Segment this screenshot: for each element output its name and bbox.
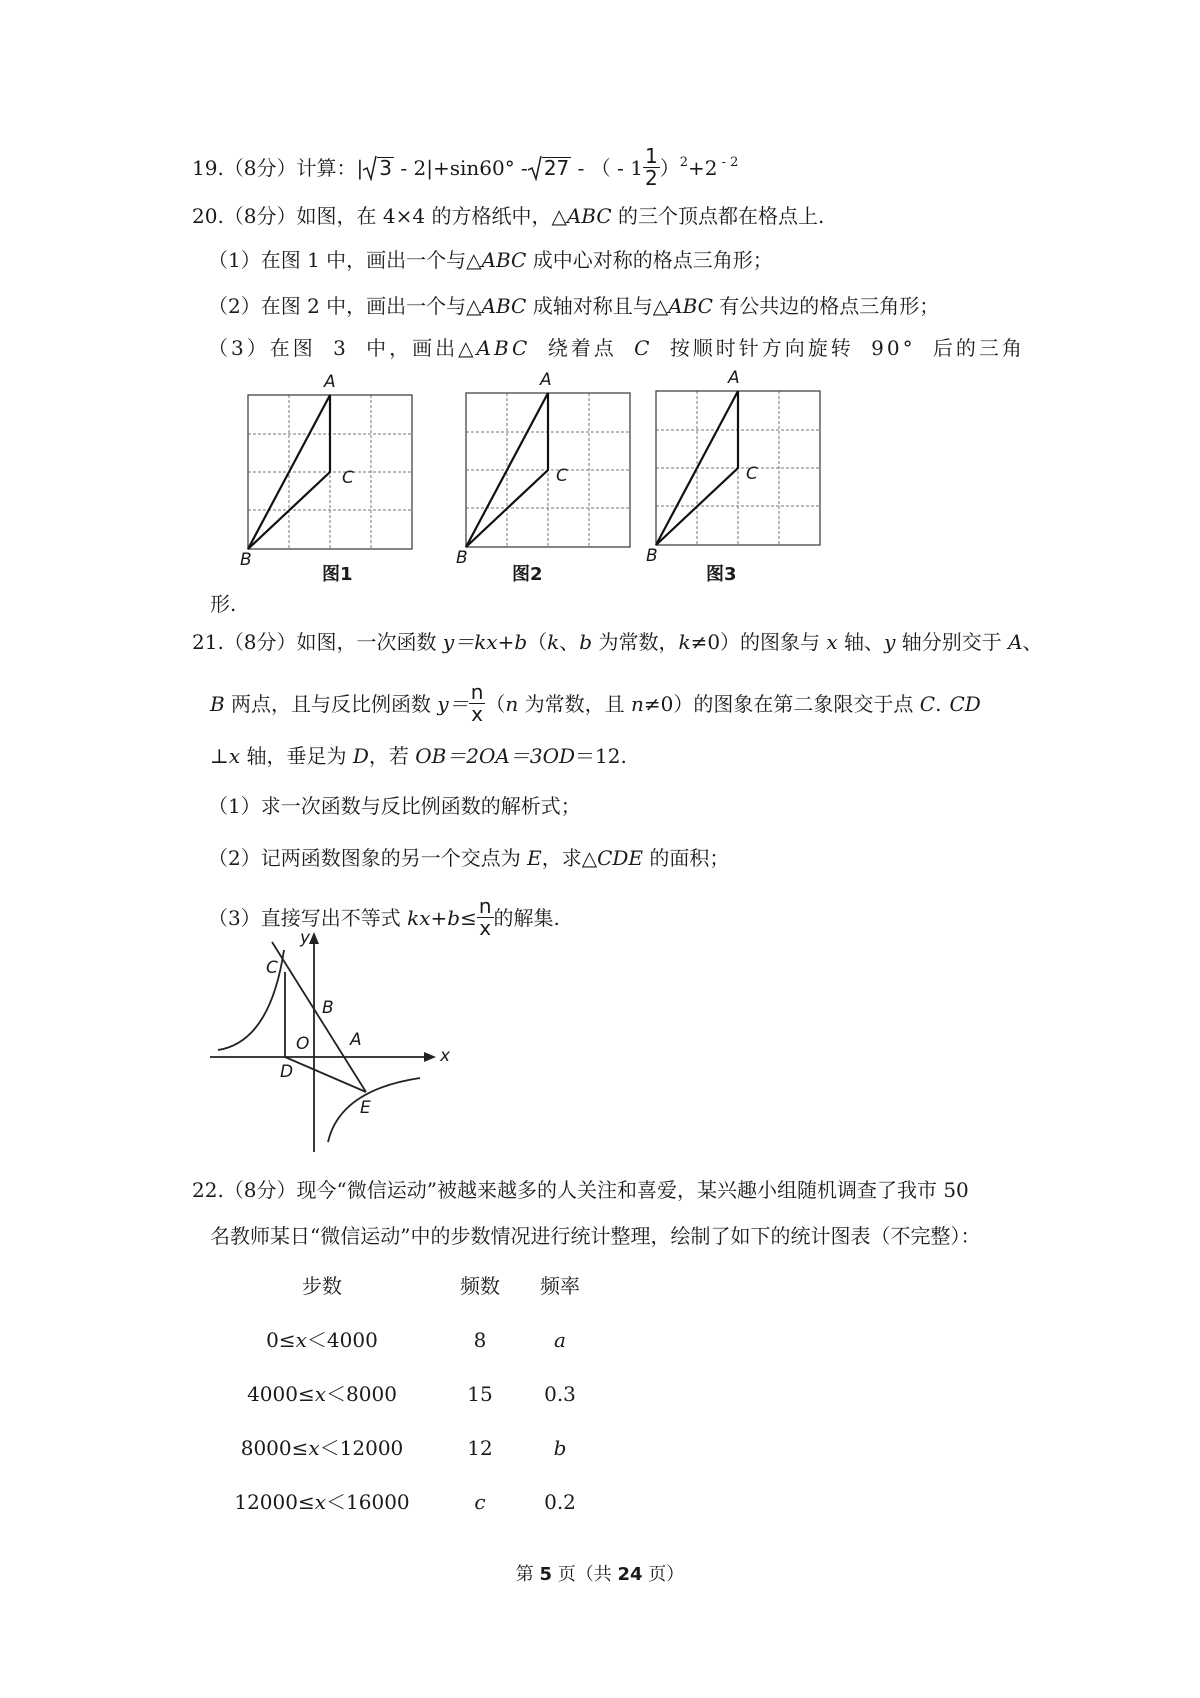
text: 页（共 xyxy=(552,1564,618,1585)
q19-rest2: ） xyxy=(659,156,680,180)
table-cell-freq: 8 xyxy=(473,1328,487,1352)
graph-label-B: B xyxy=(322,998,334,1018)
table-header-rate: 频率 xyxy=(540,1274,580,1298)
text: 页） xyxy=(642,1564,685,1585)
var: A xyxy=(1008,630,1023,654)
text: 两点，且与反比例函数 xyxy=(224,692,438,716)
q21-line3 xyxy=(210,746,627,766)
fig1-label-B: B xyxy=(240,550,252,570)
var: E xyxy=(527,846,542,870)
fig2-label-A: A xyxy=(540,370,552,390)
grid-figure-2 xyxy=(458,388,636,568)
text: 4000≤ xyxy=(247,1382,315,1406)
grid-figure-3 xyxy=(648,386,828,566)
var: y xyxy=(884,630,896,654)
text: （3）直接写出不等式 xyxy=(208,906,408,930)
var: C xyxy=(919,692,936,716)
fig1-caption: 图1 xyxy=(322,564,353,585)
text: ＜8000 xyxy=(326,1382,397,1406)
text: ≠0）的图象与 xyxy=(690,630,827,654)
var: k xyxy=(547,630,560,654)
exponent: 2 xyxy=(679,155,688,170)
fraction-denominator: 2 xyxy=(644,166,658,190)
equation: y＝kx+b xyxy=(442,630,528,654)
text: ＜16000 xyxy=(326,1490,410,1514)
table-cell-rate: a xyxy=(554,1328,566,1352)
var: CD xyxy=(949,692,981,716)
q20-part1 xyxy=(208,250,773,270)
text: 12000≤ xyxy=(234,1490,315,1514)
table-cell-freq: c xyxy=(474,1490,486,1514)
graph-label-O: O xyxy=(296,1034,310,1054)
fraction-n-over-x xyxy=(469,682,486,725)
radical-sign-icon xyxy=(363,155,377,181)
radical-sign-icon xyxy=(528,155,542,181)
q20-part2 xyxy=(208,296,939,316)
q19-rest1: - （ - 1 xyxy=(571,156,643,180)
text: . xyxy=(935,692,942,716)
text: ＝12. xyxy=(575,744,627,768)
text: ≤ xyxy=(460,906,477,930)
grid-figure-1 xyxy=(240,390,420,570)
q21-part2 xyxy=(208,848,729,868)
equation: kx+b xyxy=(407,906,461,930)
text: 20.（8分）如图，在 4×4 的方格纸中，△ xyxy=(192,204,567,228)
text: 8000≤ xyxy=(240,1436,309,1460)
var: B xyxy=(210,692,225,716)
var: C xyxy=(634,336,653,360)
graph-label-E: E xyxy=(360,1098,371,1118)
fig2-label-C: C xyxy=(556,466,568,486)
q21-line1 xyxy=(192,632,1043,652)
text: 第 xyxy=(515,1564,540,1585)
var: D xyxy=(352,744,369,768)
table-cell-freq: 15 xyxy=(467,1382,493,1406)
text: 按顺时针方向旋转 90° 后的三角 xyxy=(652,336,1025,360)
graph-label-x: x xyxy=(440,1046,451,1066)
var: x xyxy=(826,630,838,654)
var: n xyxy=(505,692,519,716)
var: x xyxy=(314,1490,327,1514)
q20-intro xyxy=(192,206,824,226)
text: （1）在图 1 中，画出一个与△ xyxy=(208,248,482,272)
text: 的三个顶点都在格点上. xyxy=(611,204,825,228)
graph-label-D: D xyxy=(280,1062,294,1082)
q22-line1: 22.（8分）现今“微信运动”被越来越多的人关注和喜爱，某兴趣小组随机调查了我市 50 xyxy=(192,1178,969,1202)
equation: OB＝2OA＝3OD xyxy=(415,744,576,768)
graph-label-y: y xyxy=(300,928,311,948)
var: CDE xyxy=(597,846,644,870)
text: （ xyxy=(485,692,506,716)
text: 、 xyxy=(559,630,580,654)
var: x xyxy=(295,1328,307,1352)
text: ⊥ xyxy=(210,744,229,768)
q22-line2: 名教师某日“微信运动”中的步数情况进行统计整理，绘制了如下的统计图表（不完整）： xyxy=(210,1224,981,1248)
q19-rest3: +2 xyxy=(687,156,718,180)
fraction-numerator: n xyxy=(478,894,492,918)
q21-line2 xyxy=(210,680,981,727)
text: 的解集. xyxy=(493,906,560,930)
table-cell-rate: 0.2 xyxy=(544,1490,576,1514)
var: b xyxy=(579,630,593,654)
graph-label-C: C xyxy=(266,958,278,978)
fraction-denominator: x xyxy=(479,916,492,940)
table-row xyxy=(222,1330,422,1350)
text: ，求△ xyxy=(541,846,598,870)
fig3-label-C: C xyxy=(746,464,758,484)
page-total: 24 xyxy=(617,1564,643,1585)
text: ，若 xyxy=(368,744,416,768)
sqrt-3 xyxy=(363,157,394,178)
table-row xyxy=(222,1492,422,1512)
text: 为常数， xyxy=(592,630,679,654)
var: ABC xyxy=(566,204,612,228)
graph-label-A: A xyxy=(350,1030,362,1050)
text: 21.（8分）如图，一次函数 xyxy=(192,630,443,654)
text: ＜12000 xyxy=(319,1436,404,1460)
q19-line xyxy=(192,144,739,191)
text: 轴分别交于 xyxy=(895,630,1009,654)
table-cell-freq: 12 xyxy=(467,1436,493,1460)
text: ≠0）的图象在第二象限交于点 xyxy=(643,692,920,716)
table-row xyxy=(222,1438,422,1458)
var: ABC xyxy=(481,248,527,272)
table-header-steps: 步数 xyxy=(302,1274,342,1298)
text: 为常数，且 xyxy=(518,692,632,716)
var: n xyxy=(631,692,644,716)
text: 0≤ xyxy=(266,1328,296,1352)
fig3-label-B: B xyxy=(646,546,658,566)
table-header-frequency: 频数 xyxy=(460,1274,500,1298)
fraction-n-over-x xyxy=(477,896,494,939)
fraction-half xyxy=(643,146,660,189)
text: 轴、 xyxy=(837,630,885,654)
page-number: 5 xyxy=(539,1564,552,1585)
var: ABC xyxy=(476,336,531,360)
q20-part3 xyxy=(208,338,1025,358)
page-footer xyxy=(0,1560,1200,1586)
fig2-caption: 图2 xyxy=(512,564,543,585)
q19-label: 19.（8分）计算： xyxy=(192,156,357,180)
fig3-label-A: A xyxy=(728,368,740,388)
text: 绕着点 xyxy=(530,336,635,360)
text: ＜4000 xyxy=(306,1328,378,1352)
exponent: - 2 xyxy=(717,155,739,170)
text: 成中心对称的格点三角形； xyxy=(526,248,773,272)
fig1-label-A: A xyxy=(324,372,336,392)
var: x xyxy=(308,1436,320,1460)
fraction-denominator: x xyxy=(471,702,483,726)
text: （3）在图 3 中，画出△ xyxy=(208,336,477,360)
var: ABC xyxy=(668,294,713,318)
text: （ xyxy=(527,630,548,654)
var: x xyxy=(314,1382,327,1406)
abs-open: | xyxy=(356,156,364,180)
fig3-caption: 图3 xyxy=(706,564,737,585)
text: 、 xyxy=(1022,630,1043,654)
var: ABC xyxy=(481,294,527,318)
var: y＝ xyxy=(437,692,469,716)
table-cell-rate: 0.3 xyxy=(544,1382,576,1406)
sqrt-3-radicand: 3 xyxy=(379,156,393,180)
text: （2）记两函数图象的另一个交点为 xyxy=(208,846,528,870)
q19-abs-rest: - 2|+sin60° - xyxy=(394,156,528,180)
text: 有公共边的格点三角形； xyxy=(712,294,940,318)
sqrt-27-radicand: 27 xyxy=(543,156,570,180)
fig1-label-C: C xyxy=(342,468,354,488)
q21-part1: （1）求一次函数与反比例函数的解析式； xyxy=(208,794,581,818)
table-row xyxy=(222,1384,422,1404)
table-cell-rate: b xyxy=(553,1436,567,1460)
fraction-numerator: 1 xyxy=(644,144,658,168)
text: 轴，垂足为 xyxy=(240,744,353,768)
sqrt-27 xyxy=(528,157,571,178)
var: x xyxy=(228,744,241,768)
text: 的面积； xyxy=(643,846,730,870)
fraction-numerator: n xyxy=(470,680,484,704)
text: （2）在图 2 中，画出一个与△ xyxy=(208,294,482,318)
function-graph-figure xyxy=(200,930,460,1160)
q20-part3-end: 形. xyxy=(210,592,237,616)
var: k xyxy=(678,630,691,654)
text: 成轴对称且与△ xyxy=(526,294,669,318)
fig2-label-B: B xyxy=(456,548,468,568)
